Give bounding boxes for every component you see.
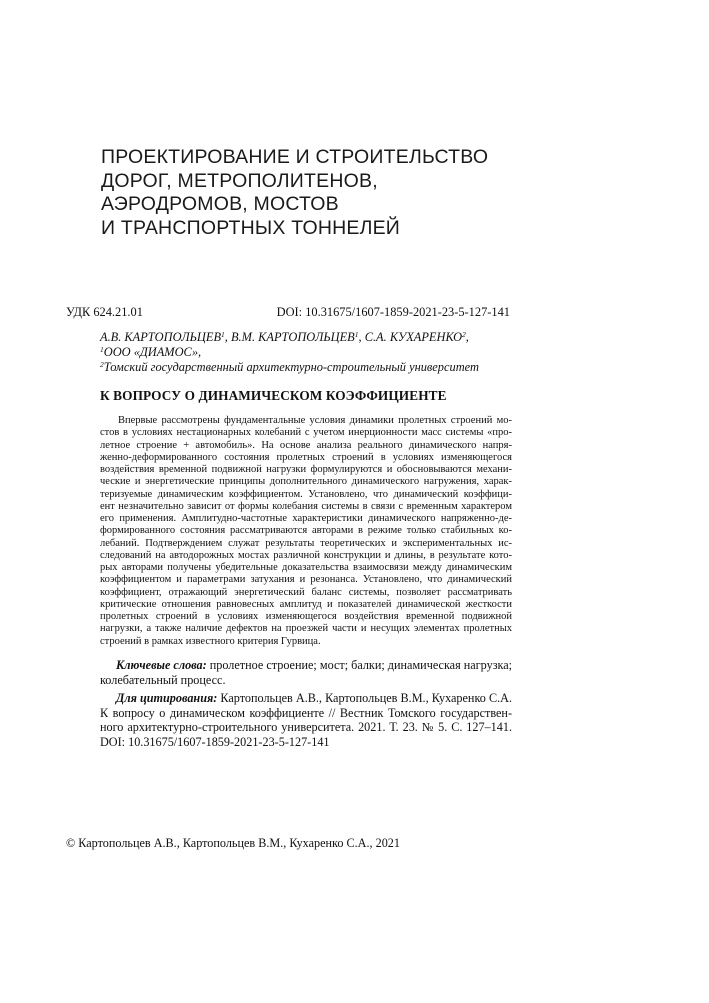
citation-line: К вопросу о динамическом коэффициенте // Вестник Томского государствен- xyxy=(100,705,512,720)
abstract-line: стов в условиях нестационарных колебаний с учетом инерционности масс системы «про- xyxy=(100,427,512,439)
abstract-line: формированного состояния рассматриваются авторами в режиме только стабильных ко- xyxy=(100,525,512,537)
author-3: С.А. КУХАРЕНКО xyxy=(364,330,463,344)
keywords xyxy=(100,658,512,687)
abstract-line: строений в рамках известного критерия Гурвица. xyxy=(100,635,321,647)
citation-label: Для цитирования: xyxy=(116,691,218,705)
affiliation-2-mark: 2 xyxy=(100,360,104,369)
section-title xyxy=(101,146,621,240)
article-title: К ВОПРОСУ О ДИНАМИЧЕСКОМ КОЭФФИЦИЕНТЕ xyxy=(100,388,447,403)
author-3-affiliation-mark: 2 xyxy=(462,330,466,339)
abstract-line: пролетных строений в условиях изменяющегося воздействия временной подвижной xyxy=(100,611,512,622)
author-line xyxy=(100,330,520,345)
abstract-line: рых авторами получены убедительные доказательства взаимосвязи между динамическим xyxy=(100,562,512,573)
abstract-line: Впервые рассмотрены фундаментальные условия динамики пролетных строений мо- xyxy=(118,415,512,426)
abstract xyxy=(100,415,512,648)
author-separator: , xyxy=(358,330,365,344)
abstract-line: воздействия временной подвижной нагрузки формулируются и обосновываются механи- xyxy=(100,464,512,475)
citation xyxy=(100,691,512,749)
copyright: © Картопольцев А.В., Картопольцев В.М., Кухаренко С.А., 2021 xyxy=(66,836,400,850)
abstract-line: летное строение + автомобиль». На основе анализа реального динамического напря- xyxy=(100,439,512,451)
author-line-end: , xyxy=(465,330,469,344)
keywords-text: пролетное строение; мост; балки; динамическая нагрузка; xyxy=(206,658,513,672)
keywords-line xyxy=(100,658,512,673)
authors-block xyxy=(100,330,520,375)
section-title-line: АЭРОДРОМОВ, МОСТОВ xyxy=(101,193,339,215)
abstract-line: ент незначительно зависит от формы колебания системы в связи с временным характером xyxy=(100,500,512,512)
author-1: А.В. КАРТОПОЛЬЦЕВ xyxy=(100,330,222,344)
affiliation-2-text: Томский государственный архитектурно-строительный университет xyxy=(103,360,479,374)
affiliation-1-mark: 1 xyxy=(100,345,104,354)
keywords-line: колебательный процесс. xyxy=(100,672,226,687)
meta-row xyxy=(66,305,510,320)
abstract-line: ческие и энергетические принципы дополнительного динамического нагружения, харак- xyxy=(100,476,512,488)
abstract-line: лебаний. Подтверждением служат результаты теоретических и экспериментальных ис- xyxy=(100,537,512,549)
citation-line xyxy=(100,691,512,706)
abstract-line: коэффициент, отражающий энергетический баланс системы, позволяет рассматривать xyxy=(100,586,512,598)
abstract-line: следований на автодорожных мостах различной конструкции и длины, в результате кото- xyxy=(100,549,512,561)
section-title-line: ПРОЕКТИРОВАНИЕ И СТРОИТЕЛЬСТВО xyxy=(101,146,489,168)
abstract-line: женно-деформированного состояния пролетных строений в условиях изменяющегося xyxy=(100,451,512,463)
affiliation-1 xyxy=(100,345,520,360)
abstract-line: нагрузки, а также наличие дефектов на проезжей части и несущих элементах пролетных xyxy=(100,623,512,635)
author-1-affiliation-mark: 1 xyxy=(221,330,225,339)
citation-text: Картопольцев А.В., Картопольцев В.М., Кухаренко С.А. xyxy=(217,691,512,705)
abstract-line: его применения. Амплитудно-частотные характеристики динамического напряженно-де- xyxy=(100,513,512,524)
affiliation-2 xyxy=(100,360,520,375)
affiliation-1-text: ООО «ДИАМОС», xyxy=(103,345,202,359)
udk-code: УДК 624.21.01 xyxy=(66,305,143,319)
section-title-line: ДОРОГ, МЕТРОПОЛИТЕНОВ, xyxy=(101,169,378,192)
keywords-label: Ключевые слова: xyxy=(116,658,207,672)
abstract-line: коэффициентом и параметрами затухания и резонанса. Установлено, что динамический xyxy=(100,574,512,586)
abstract-line: критические отношения равновесных амплитуд и показателей динамической жесткости xyxy=(100,598,512,610)
section-title-line: И ТРАНСПОРТНЫХ ТОННЕЛЕЙ xyxy=(101,216,401,239)
doi-header: DOI: 10.31675/1607-1859-2021-23-5-127-141 xyxy=(276,305,510,319)
author-2: В.М. КАРТОПОЛЬЦЕВ xyxy=(230,330,355,344)
author-separator: , xyxy=(224,330,231,344)
citation-line: ного архитектурно-строительного университета. 2021. Т. 23. № 5. С. 127–141. xyxy=(100,720,512,735)
author-2-affiliation-mark: 1 xyxy=(354,330,359,339)
citation-doi: DOI: 10.31675/1607-1859-2021-23-5-127-141 xyxy=(100,734,330,749)
abstract-line: теризуемые динамическим коэффициентом. Установлено, что динамический коэффици- xyxy=(100,488,512,500)
